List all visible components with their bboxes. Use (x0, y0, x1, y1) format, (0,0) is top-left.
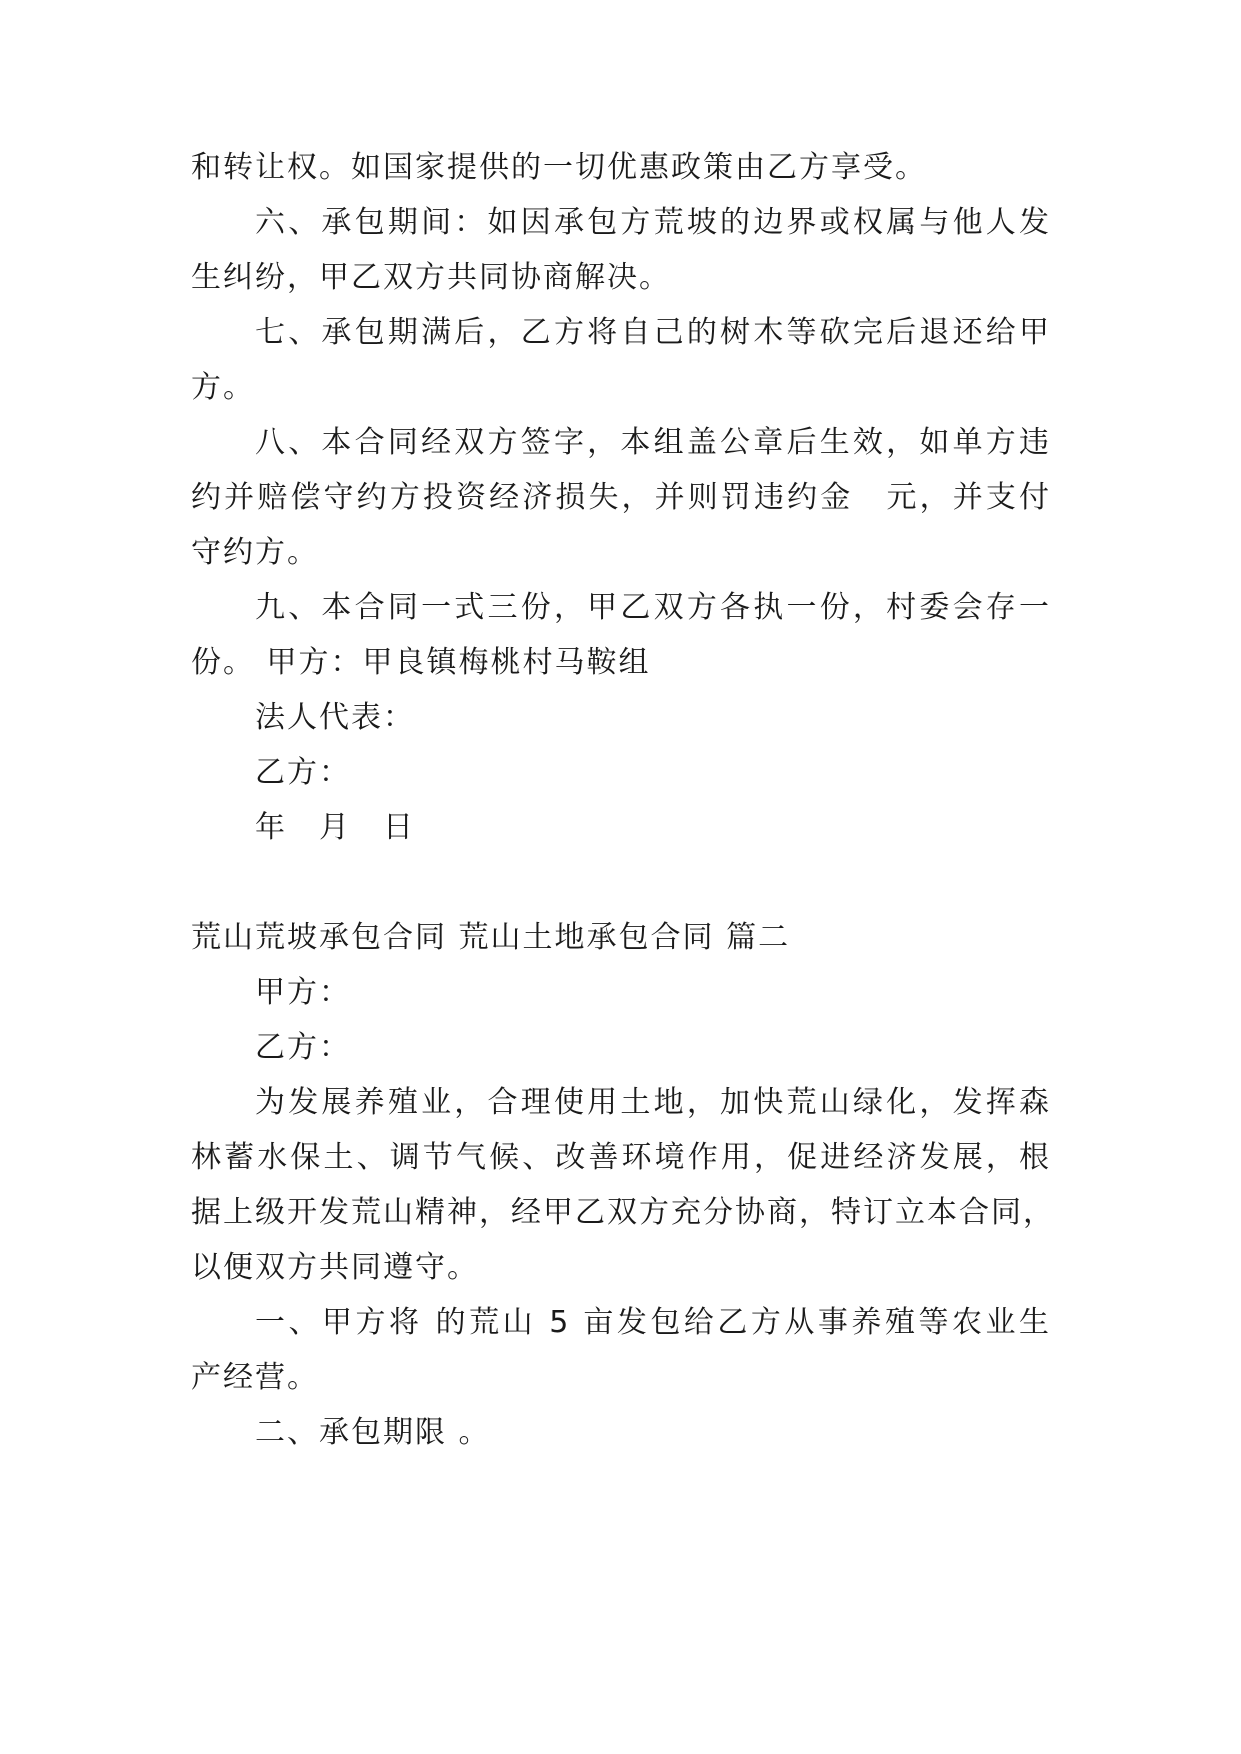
paragraph-line: 据上级开发荒山精神，经甲乙双方充分协商，特订立本合同， (191, 1195, 1055, 1230)
clause-nine-line: 九、本合同一式三份，甲乙双方各执一份，村委会存一 (255, 590, 1051, 625)
date-line: 年 月 日 (255, 810, 415, 845)
paragraph-line: 和转让权。如国家提供的一切优惠政策由乙方享受。 (191, 150, 927, 185)
clause-two-line: 二、承包期限 。 (255, 1415, 491, 1450)
clause-seven-line: 七、承包期满后，乙方将自己的树木等砍完后退还给甲 (255, 315, 1051, 350)
party-a-signature-line: 份。 甲方：甲良镇梅桃村马鞍组 (191, 645, 651, 680)
party-b-line: 乙方： (255, 1030, 351, 1065)
legal-representative-line: 法人代表： (255, 700, 415, 735)
preamble-line: 为发展养殖业，合理使用土地，加快荒山绿化，发挥森 (255, 1085, 1051, 1120)
paragraph-line: 方。 (191, 370, 255, 405)
paragraph-line: 生纠纷，甲乙双方共同协商解决。 (191, 260, 671, 295)
party-b-signature-line: 乙方： (255, 755, 351, 790)
paragraph-line: 产经营。 (191, 1360, 319, 1395)
paragraph-line: 约并赔偿守约方投资经济损失，并则罚违约金 元，并支付 (191, 480, 1051, 515)
party-a-line: 甲方： (255, 975, 351, 1010)
clause-eight-line: 八、本合同经双方签字，本组盖公章后生效，如单方违 (255, 425, 1051, 460)
clause-six-line: 六、承包期间：如因承包方荒坡的边界或权属与他人发 (255, 205, 1051, 240)
clause-one-line: 一、甲方将 的荒山 5 亩发包给乙方从事养殖等农业生 (255, 1305, 1051, 1340)
paragraph-line: 以便双方共同遵守。 (191, 1250, 479, 1285)
paragraph-line: 守约方。 (191, 535, 319, 570)
section-heading: 荒山荒坡承包合同 荒山土地承包合同 篇二 (191, 920, 791, 955)
paragraph-line: 林蓄水保土、调节气候、改善环境作用，促进经济发展，根 (191, 1140, 1051, 1175)
